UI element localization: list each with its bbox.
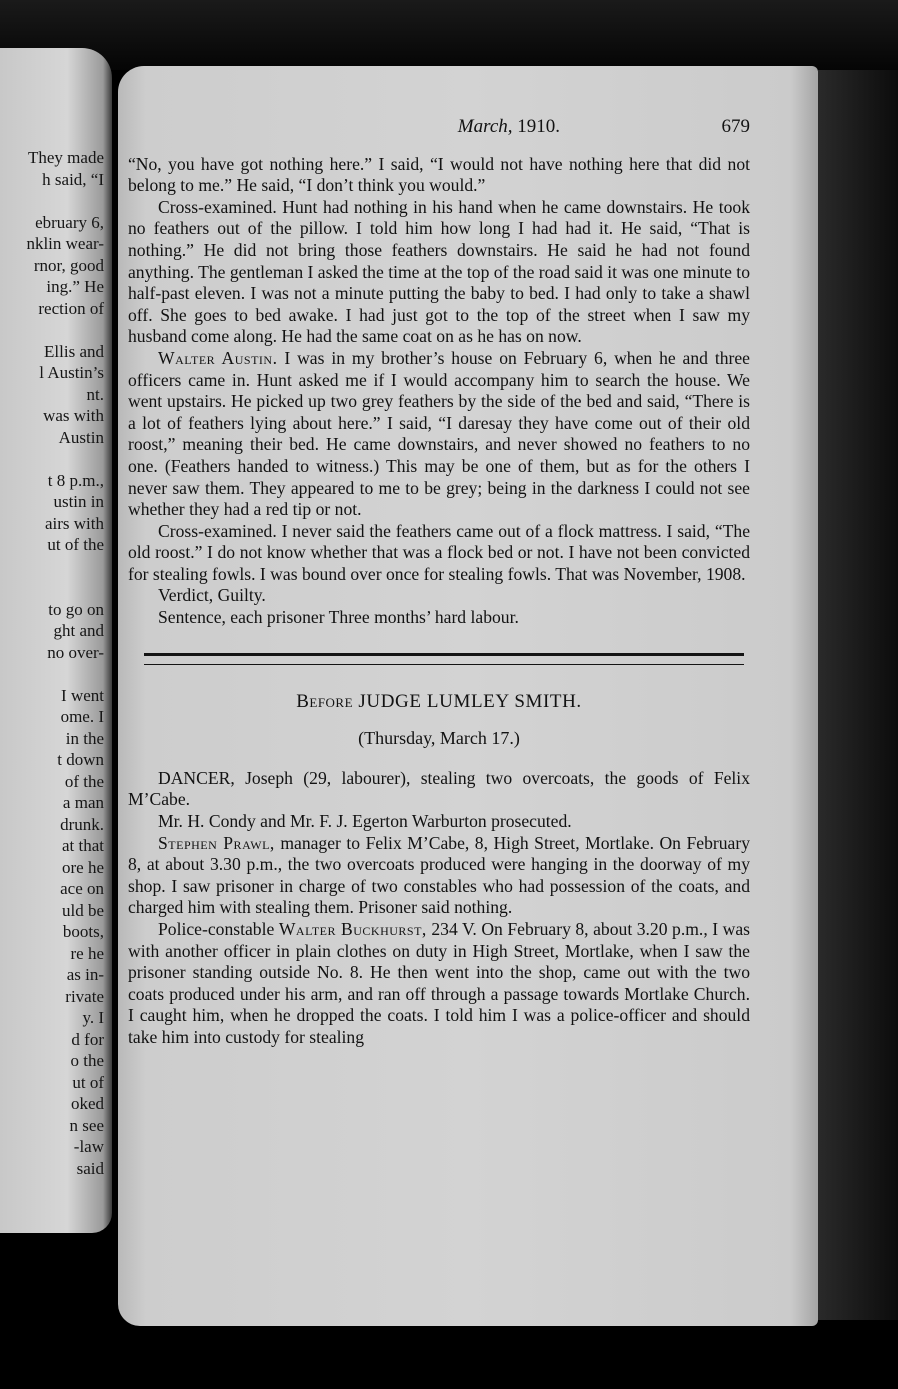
left-page-text-fragment: t 8 p.m., (47, 470, 104, 490)
left-page-text-fragment: ace on (60, 879, 104, 898)
left-page-text-fragment: t down (57, 750, 104, 769)
court-heading: Before JUDGE LUMLEY SMITH. (296, 690, 582, 712)
left-page-text-fragment: -law (73, 1137, 104, 1156)
court-date: (Thursday, March 17.) (358, 728, 520, 749)
left-page-text-fragment: ore he (61, 857, 104, 877)
left-page-text-fragment: l Austin’s (39, 363, 104, 382)
witness-testimony: Stephen Prawl, manager to Felix M’Cabe, 8, High Street, Mortlake. On February 8, at about 3.30 p.m., the two overcoats produced were hanging in the doorway of my shop. I saw prisoner in charge of two constables who had possession of the coats, and charged him with stealing them. Prisoner said nothing. (128, 832, 750, 918)
left-page-text-fragment: nt. (86, 384, 104, 404)
left-page-text-fragment: ebruary 6, (35, 212, 104, 232)
left-page-text-fragment: ght and (53, 621, 104, 640)
left-page-text-fragment: to go on (48, 599, 104, 619)
left-page-text-fragment: rivate (65, 986, 104, 1006)
left-page-text-fragment: as in- (66, 965, 104, 984)
section-divider (144, 653, 744, 665)
left-page-text-fragment: ome. I (60, 707, 104, 726)
running-header (128, 116, 750, 138)
left-page-text-fragment: h said, “I (42, 169, 104, 189)
witness-name: Walter Austin. (158, 347, 278, 368)
left-page-text-fragment: of the (64, 771, 104, 791)
left-page-text-fragment: was with (43, 406, 104, 425)
left-page-text-fragment: no over- (47, 642, 104, 662)
page-text (128, 116, 750, 1049)
left-page-text-fragment: ut of (72, 1072, 104, 1092)
left-page-text-fragment: ut of the (47, 535, 104, 554)
left-page-text-fragment: Ellis and (44, 341, 104, 361)
scan-dark-top (0, 0, 898, 70)
left-page-text-fragment: o the (70, 1051, 104, 1070)
left-page-text-fragment: oked (70, 1094, 104, 1113)
left-page-text-fragment: nklin wear- (26, 234, 104, 253)
left-page-text-fragment: d for (71, 1029, 104, 1049)
left-page-text-fragment: in the (65, 728, 104, 748)
left-page-text-fragment: drunk. (60, 814, 104, 834)
left-page-text-fragment: Austin (58, 427, 104, 447)
verdict: Verdict, Guilty. (158, 585, 266, 606)
left-page-text-fragment: rection of (38, 298, 104, 318)
left-page-text-fragment: uld be (61, 900, 104, 920)
left-page-fragment (0, 48, 112, 1233)
left-page-text-fragment: y. I (82, 1008, 104, 1027)
paragraph: Cross-examined. Hunt had nothing in his hand when he came downstairs. He took no feathers out of the pillow. I told him how long I had had it. He said, “That is nothing.” He did not bring those feathers downstairs. He said he had not found anything. The gentleman I asked the time at the top of the road said it was one minute to half-past eleven. I was not a minute putting the baby to bed. I had only to take a shawl off. She goes to bed awake. I had just got to the top of the street when I saw my husband come along. He had the same coat on as he has on now. (128, 196, 750, 347)
left-page-text-fragment: at that (61, 836, 104, 855)
page-number: 679 (721, 116, 750, 137)
left-page-text-fragment: a man (62, 793, 104, 812)
left-page-text-fragment: boots, (62, 922, 104, 941)
book-page-edges (818, 70, 898, 1320)
left-page-text-fragment: said (76, 1158, 104, 1178)
left-page-text-fragment: ing.” He (46, 277, 104, 296)
counsel: Mr. H. Condy and Mr. F. J. Egerton Warburton prosecuted. (158, 811, 572, 832)
left-page-text-fragment: n see (69, 1115, 104, 1135)
witness-name: Stephen Prawl, (158, 832, 275, 853)
charge: DANCER, Joseph (29, labourer), stealing two overcoats, the goods of Felix M’Cabe. (128, 767, 750, 810)
witness-testimony: Walter Austin. I was in my brother’s house on February 6, when he and three officers came in. Hunt asked me if I would accompany him to search the house. We went upstairs. He picked up two grey feathers by the side of the bed and said, “There is a lot of feathers lying about here.” I said, “I daresay they have come out of their old roost,” meaning their bed. He came downstairs, and never showed no feathers to no one. (Feathers handed to witness.) This may be one of them, but as for the others I never saw them. They appeared to me to be grey; being in the darkness I could not see whether they had a red tip or not. (128, 347, 750, 520)
left-page-text-fragment: They made (28, 148, 104, 167)
sentence: Sentence, each prisoner Three months’ hard labour. (158, 607, 519, 628)
witness-testimony: Police-constable Walter Buckhurst, 234 V. On February 8, about 3.20 p.m., I was with another officer in plain clothes on duty in High Street, Mortlake, when I saw the prisoner standing outside No. 8. He then went into the shop, came out with the two coats produced under his arm, and ran off through a passage towards Mortlake Church. I caught him, when he dropped the coats. I told him I was a police-officer and should take him into custody for stealing (128, 919, 750, 1047)
witness-name: Walter Buckhurst, (278, 919, 427, 939)
left-page-text-fragment: re he (70, 943, 104, 963)
left-page-text-fragment: rnor, good (33, 255, 104, 275)
header-date: March, 1910. (457, 116, 560, 137)
left-page-text-fragment: airs with (44, 513, 104, 533)
paragraph: “No, you have got nothing here.” I said, “I would not have nothing here that did not belong to me.” He said, “I don’t think you would.” (128, 153, 750, 196)
paragraph: Cross-examined. I never said the feathers came out of a flock mattress. I said, “The old roost.” I do not know whether that was a flock bed or not. I have not been convicted for stealing fowls. I was bound over once for stealing fowls. That was November, 1908. (128, 520, 750, 584)
left-page-text-fragment: ustin in (53, 492, 104, 511)
left-page-text-fragment: I went (61, 685, 104, 705)
